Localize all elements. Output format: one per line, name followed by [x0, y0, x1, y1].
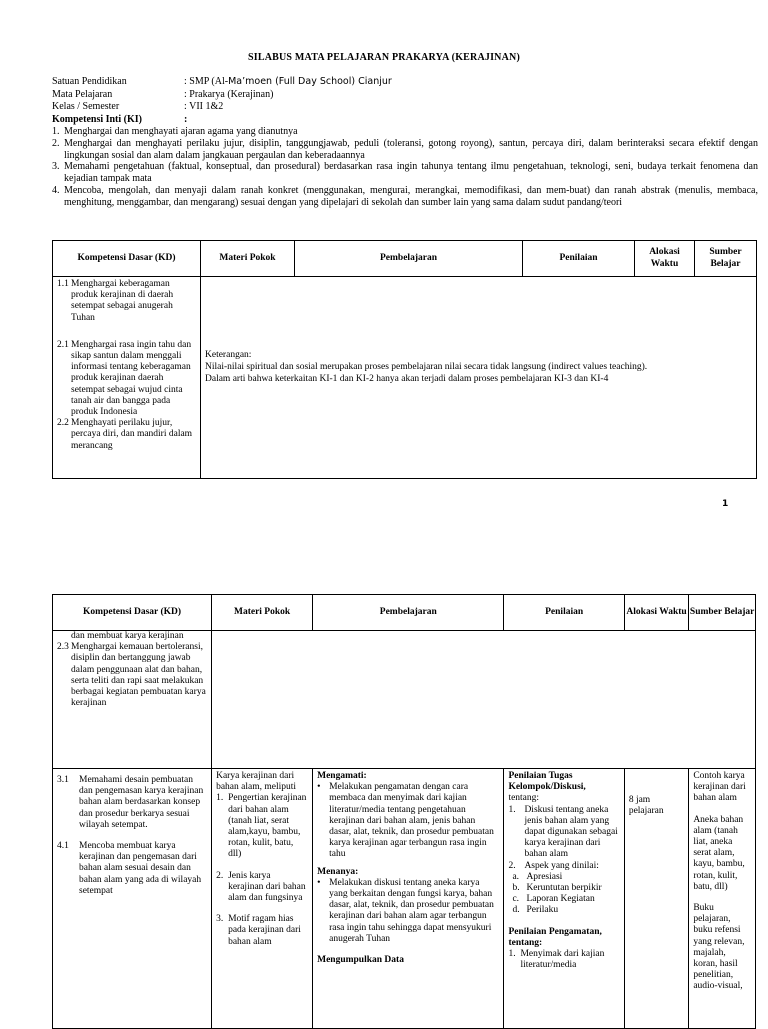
ki-list: [52, 126, 758, 209]
header-alokasi: Alokasi Waktu: [635, 241, 695, 277]
page-number: 1: [722, 499, 729, 509]
syllabus-table-page2: [52, 594, 756, 1029]
identity-row-mapel: [52, 89, 392, 102]
kd-item: 3.1 Memahami desain pembuatan dan pengemasan karya kerajinan bahan alam berdasarkan konsep dan prosedur berkarya sesuai wilayah setempat.: [57, 775, 204, 830]
document-title: SILABUS MATA PELAJARAN PRAKARYA (KERAJINAN): [248, 52, 520, 63]
penilaian-cell: [504, 769, 624, 1029]
kd-item: 2.2 Menghayati perilaku jujur, percaya diri, dan mandiri dalam merancang: [57, 418, 193, 451]
keterangan-cell: [201, 277, 757, 479]
keterangan-label: Keterangan:: [205, 350, 252, 360]
keterangan-line: Nilai-nilai spiritual dan sosial merupakan proses pembelajaran nilai secara tidak langsung (indirect values teaching).: [205, 362, 648, 372]
kd-cell: [53, 631, 212, 769]
alokasi-cell: [624, 769, 688, 1029]
table-row: [53, 277, 757, 479]
syllabus-table-page1: [52, 240, 757, 479]
identity-label: Kelas / Semester: [52, 101, 120, 112]
identity-value: : VII 1&2: [184, 101, 224, 112]
table-row: [53, 631, 756, 769]
page-gap: [0, 520, 768, 590]
identity-label: Mata Pelajaran: [52, 88, 113, 100]
alokasi-value: 8 jam pelajaran: [628, 795, 664, 817]
kd-item: 1.1 Menghargai keberagaman produk kerajinan di daerah setempat sebagai anugerah Tuhan: [57, 279, 174, 323]
kd-cell: [53, 769, 212, 1029]
kd-cell: [53, 277, 201, 479]
materi-item: 3. Motif ragam hias pada kerajinan dari bahan alam: [216, 914, 301, 947]
identity-label: Satuan Pendidikan: [52, 76, 127, 87]
ki-item: 1. Menghargai dan menghayati ajaran agama yang dianutnya: [52, 126, 298, 137]
identity-value: : Prakarya (Kerajinan): [184, 88, 274, 100]
ki-heading: Kompetensi Inti (KI) :: [52, 113, 188, 125]
identity-row-kelas: [52, 101, 392, 114]
aspek-item: c. Laporan Kegiatan: [512, 894, 595, 905]
header-pembelajaran: Pembelajaran: [295, 241, 523, 277]
header-kd: Kompetensi Dasar (KD): [53, 241, 201, 277]
penilaian-heading: Penilaian Tugas Kelompok/Diskusi,: [508, 771, 586, 793]
sumber-item: Aneka bahan alam (tanah liat, aneka serat alam, kayu, bambu, rotan, kulit, batu, dll): [693, 814, 745, 892]
identity-row-satuan: [52, 76, 392, 89]
aspek-item: a. Apresiasi: [512, 871, 563, 882]
aspek-item: b. Keruntutan berpikir: [512, 883, 602, 894]
pembelajaran-cell: [313, 769, 504, 1029]
sumber-item: Buku pelajaran, buku refensi yang relevan, majalah, koran, hasil penelitian, audio-visual,: [693, 903, 745, 992]
header-penilaian: Penilaian: [504, 595, 624, 631]
table-header-row: [53, 595, 756, 631]
materi-cell: [212, 769, 313, 1029]
penilaian-item: 1. Menyimak dari kajian literatur/media: [508, 949, 605, 971]
header-penilaian: Penilaian: [523, 241, 635, 277]
aspek-item: d. Perilaku: [512, 905, 559, 916]
header-materi: Materi Pokok: [212, 595, 313, 631]
empty-cell: [212, 631, 756, 769]
penilaian-heading: Penilaian Pengamatan, tentang:: [508, 926, 602, 948]
header-materi: Materi Pokok: [201, 241, 295, 277]
header-alokasi: Alokasi Waktu: [624, 595, 688, 631]
pembelajaran-item: • Melakukan diskusi tentang aneka karya yang berkaitan dengan fungsi karya, bahan dasar, alat, teknik, dan prosedur pembuatan kerajinan dari bahan alam agar terbangun rasa ingin tahu sehingga dapat mensyukuri anugerah Tuhan: [317, 877, 494, 944]
penilaian-item: 1. Diskusi tentang aneka jenis bahan alam yang dapat digunakan sebagai karya kerajinan dari bahan alam: [508, 804, 618, 860]
materi-item: 1. Pengertian kerajinan dari bahan alam (tanah liat, serat alam,kayu, bambu, rotan, kulit, batu, dll): [216, 793, 307, 860]
kd-item: 2.1 Menghargai rasa ingin tahu dan sikap santun dalam menggali informasi tentang keberagaman produk kerajinan daerah setempat sebagai wujud cinta tanah air dan bangga pada produk Indonesia: [57, 339, 192, 418]
ki-item: 2. Menghargai dan menghayati perilaku jujur, disiplin, tanggungjawab, peduli (toleransi, gotong royong), santun, percaya diri, dalam berinteraksi secara efektif dengan lingkungan sosial dan alam dalam jangkauan pergaulan dan keberadaannya: [52, 137, 758, 161]
kd-item-continued: dan membuat karya kerajinan: [71, 631, 184, 641]
pembelajaran-heading: Menanya:: [317, 866, 359, 877]
identity-block: [52, 76, 392, 126]
pembelajaran-heading: Mengamati:: [317, 771, 367, 781]
penilaian-tentang: tentang:: [508, 793, 540, 804]
kd-item: 2.3 Menghargai kemauan bertoleransi, disiplin dan bertanggung jawab dalam penggunaan alat dan bahan, serta teliti dan rapi saat melakukan berbagai kegiatan pembuatan karya kerajinan: [57, 642, 206, 709]
penilaian-item: 2. Aspek yang dinilai:: [508, 860, 599, 871]
identity-value: : SMP (Al-Ma’moen (Full Day School) Cianjur: [184, 76, 392, 87]
table-row: [53, 769, 756, 1029]
header-kd: Kompetensi Dasar (KD): [53, 595, 212, 631]
header-sumber: Sumber Belajar: [695, 241, 757, 277]
document-page-2: [0, 590, 768, 1024]
keterangan-line: Dalam arti bahwa keterkaitan KI-1 dan KI-2 hanya akan terjadi dalam proses pembelajaran KI-3 dan KI-4: [205, 374, 609, 384]
materi-item: 2. Jenis karya kerajinan dari bahan alam dan fungsinya: [216, 870, 306, 904]
header-pembelajaran: Pembelajaran: [313, 595, 504, 631]
kd-item: 4.1 Mencoba membuat karya kerajinan dan pengemasan dari bahan alam sesuai desain dan bahan alam yang ada di wilayah setempat: [57, 841, 202, 896]
sumber-item: Contoh karya kerajinan dari bahan alam: [693, 771, 746, 804]
pembelajaran-item: • Melakukan pengamatan dengan cara membaca dan menyimak dari kajian literatur/media tentang pengetahuan kerajinan dari bahan alam, jenis bahan dasar, alat, teknik, dan prosedur pembuatan karya kerajinan agar terbangun rasa ingin tahu: [317, 782, 494, 860]
pembelajaran-heading: Mengumpulkan Data: [317, 955, 404, 966]
ki-item: 3. Memahami pengetahuan (faktual, konseptual, dan prosedural) berdasarkan rasa ingin tahunya tentang ilmu pengetahuan, teknologi, seni, budaya terkait fenomena dan kejadian tampak mata: [52, 161, 758, 185]
materi-intro: Karya kerajinan dari bahan alam, meliputi: [216, 771, 297, 793]
table-header-row: [53, 241, 757, 277]
ki-item: 4. Mencoba, mengolah, dan menyaji dalam ranah konkret (menggunakan, mengurai, merangkai, memodifikasi, dan mem-buat) dan ranah abstrak (menulis, membaca, menghitung, menggambar, dan mengarang) sesuai dengan yang dipelajari di sekolah dan sumber lain yang sama dalam sudut pandang/teori: [52, 184, 758, 208]
sumber-cell: [689, 769, 756, 1029]
header-sumber: Sumber Belajar: [689, 595, 756, 631]
